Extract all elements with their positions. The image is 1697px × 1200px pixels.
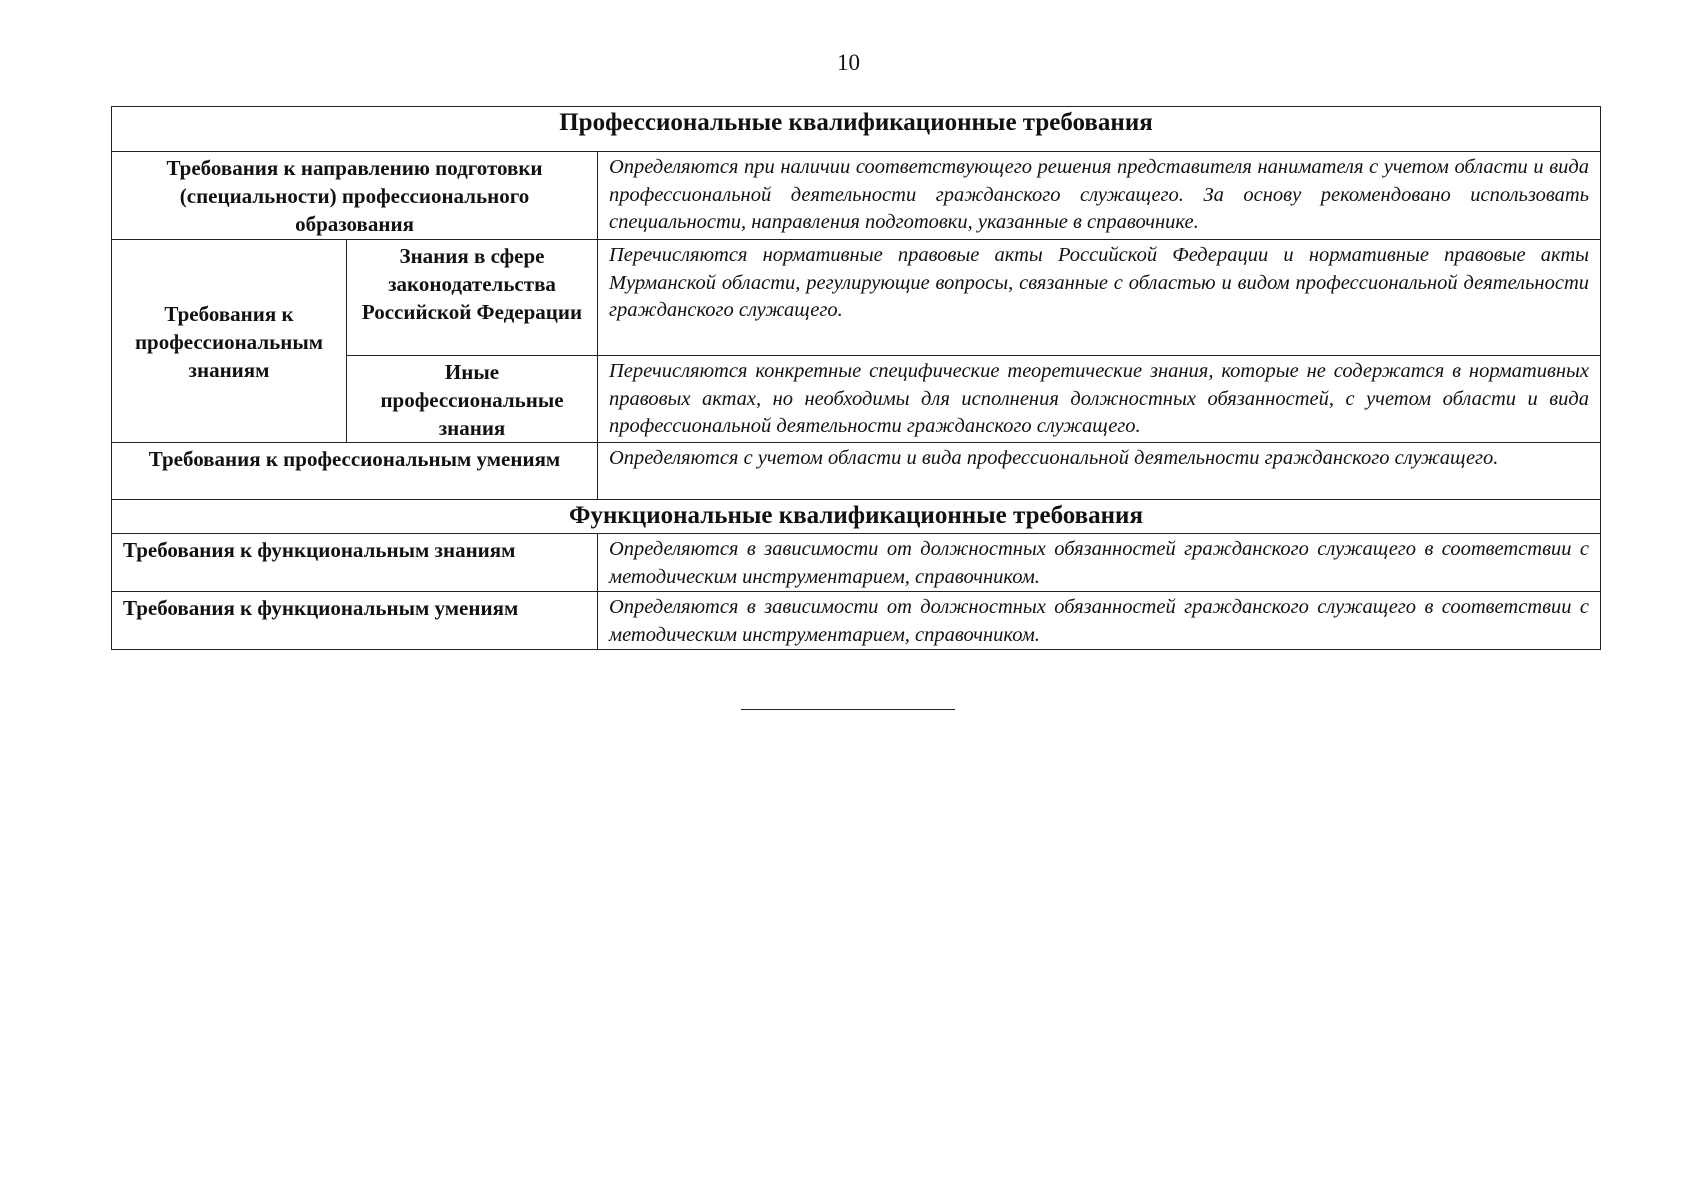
functional-skills-label: Требования к функциональным умениям [112,592,598,650]
functional-knowledge-label: Требования к функциональным знаниям [112,534,598,592]
education-direction-label: Требования к направлению подготовки (специальности) профессионального образования [112,152,598,240]
professional-skills-text: Определяются с учетом области и вида профессиональной деятельности гражданского служащего. [598,443,1601,500]
functional-header-row [112,500,1601,534]
table-row [112,240,1601,356]
other-knowledge-text: Перечисляются конкретные специфические теоретические знания, которые не содержатся в нормативных правовых актах, но необходимы для исполнения должностных обязанностей, с учетом области и вида профессиональной деятельности гражданского служащего. [598,356,1601,443]
table-row [112,534,1601,592]
end-of-document-rule [741,709,955,710]
professional-knowledge-label: Требования к профессиональным знаниям [112,240,347,443]
qualification-requirements-table [111,106,1601,650]
other-knowledge-label: Иные профессиональные знания [347,356,598,443]
functional-skills-text: Определяются в зависимости от должностных обязанностей гражданского служащего в соответствии с методическим инструментарием, справочником. [598,592,1601,650]
functional-requirements-heading: Функциональные квалификационные требования [112,500,1601,534]
functional-knowledge-text: Определяются в зависимости от должностных обязанностей гражданского служащего в соответствии с методическим инструментарием, справочником. [598,534,1601,592]
education-direction-text: Определяются при наличии соответствующего решения представителя нанимателя с учетом области и вида профессиональной деятельности гражданского служащего. За основу рекомендовано использовать специальности, направления подготовки, указанные в справочнике. [598,152,1601,240]
legislation-knowledge-label: Знания в сфере законодательства Российской Федерации [347,240,598,356]
legislation-knowledge-text: Перечисляются нормативные правовые акты Российской Федерации и нормативные правовые акты Мурманской области, регулирующие вопросы, связанные с областью и видом профессиональной деятельности гражданского служащего. [598,240,1601,356]
table-row [112,152,1601,240]
professional-requirements-heading: Профессиональные квалификационные требования [112,107,1601,152]
professional-skills-label: Требования к профессиональным умениям [112,443,598,500]
table-row [112,443,1601,500]
page-number: 10 [837,50,860,75]
professional-header-row [112,107,1601,152]
table-row [112,592,1601,650]
